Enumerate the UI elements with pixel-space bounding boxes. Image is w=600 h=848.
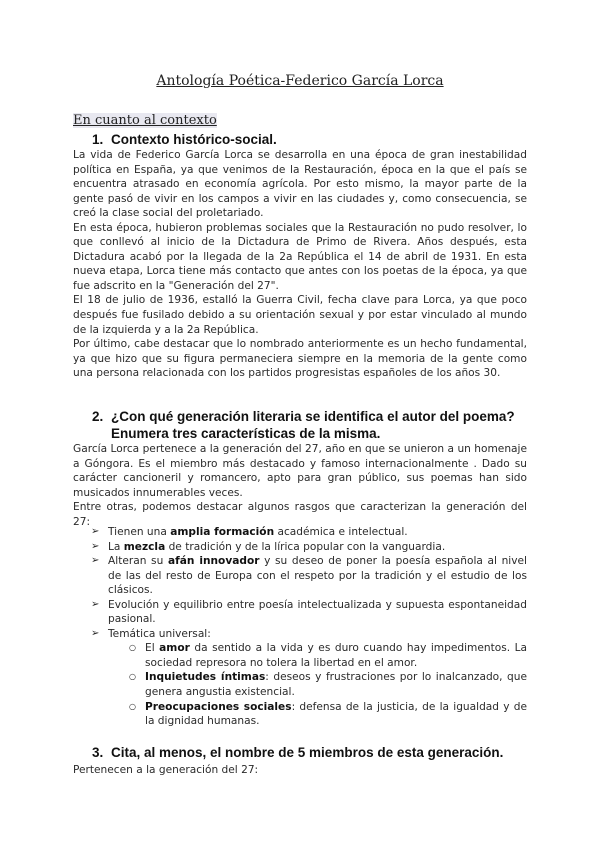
list-item: ➢ Temática universal: ○ El amor da sentido a la vida y es duro cuando hay impedimentos. La sociedad represora no tolera la libertad en el amor. ○ Inquietudes íntimas: deseos y frustraciones por lo inalcanzado, que genera angustia existencial. ○ Preocupaciones sociales: defensa de la justicia, de la igualdad y de la dignidad humanas. [91,627,527,729]
list-item: ➢ Alteran su afán innovador y su deseo de poner la poesía española al nivel de las del resto de Europa con el respeto por la tradición y el estudio de los clásicos. [91,554,527,598]
document-title: Antología Poética-Federico García Lorca [156,73,444,89]
q1-heading: 1. Contexto histórico-social. [92,132,277,147]
q3-body [73,763,527,778]
q2-paragraph: Entre otras, podemos destacar algunos rasgos que caracterizan la generación del 27: [73,501,527,528]
sublist-item: ○ Inquietudes íntimas: deseos y frustraciones por lo inalcanzado, que genera angustia existencial. [108,670,527,699]
q2-paragraph: García Lorca pertenece a la generación del 27, año en que se unieron a un homenaje a Góngora. Es el miembro más destacado y famoso internacionalmente . Dado su carácter cancioneril y romancero, apto para gran público, sus poemas han sido musicados innumerables veces. [73,443,527,499]
q1-paragraph: La vida de Federico García Lorca se desarrolla en una época de gran inestabilidad política en España, ya que venimos de la Restauración, época en la que el país se encuentra atrasado en economía agrícola. Por esto mismo, la mayor parte de la gente pasó de vivir en los campos a vivir en las ciudades y, como consecuencia, se creó la clase social del proletariado. [73,149,527,220]
q2-body [73,442,527,529]
sublist-item: ○ El amor da sentido a la vida y es duro cuando hay impedimentos. La sociedad represora no tolera la libertad en el amor. [108,641,527,670]
q2-heading: 2. ¿Con qué generación literaria se identifica el autor del poema? Enumera tres características de la misma. [92,409,515,441]
q1-paragraph: Por último, cabe destacar que lo nombrado anteriormente es un hecho fundamental, ya que hizo que su figura permaneciera siempre en la memoria de la gente como una persona relacionada con los partidos progresistas españoles de los años 30. [73,338,527,380]
list-item: ➢ La mezcla de tradición y de la lírica popular con la vanguardia. [91,540,527,555]
q1-body [73,148,527,381]
q3-heading: 3. Cita, al menos, el nombre de 5 miembros de esta generación. [92,745,504,760]
list-item: ➢ Tienen una amplia formación académica e intelectual. [91,525,527,540]
q3-paragraph: Pertenecen a la generación del 27: [73,764,259,776]
characteristics-list [91,525,527,729]
list-item: ➢ Evolución y equilibrio entre poesía intelectualizada y supuesta espontaneidad pasional. [91,598,527,627]
q1-paragraph: El 18 de julio de 1936, estalló la Guerra Civil, fecha clave para Lorca, ya que poco después fue fusilado debido a su orientación sexual y por estar vinculado al mundo de la izquierda y a la 2a República. [73,294,527,336]
sublist-item: ○ Preocupaciones sociales: defensa de la justicia, de la igualdad y de la dignidad humanas. [108,700,527,729]
q1-paragraph: En esta época, hubieron problemas sociales que la Restauración no pudo resolver, lo que conllevó al inicio de la Dictadura de Primo de Rivera. Años después, esta Dictadura acabó por la llegada de la 2a República el 14 de abril de 1931. En esta nueva etapa, Lorca tiene más contacto que antes con los poetas de la época, ya que fue adscrito en la "Generación del 27". [73,221,527,292]
section-heading: En cuanto al contexto [73,113,217,128]
themes-sublist [108,641,527,728]
